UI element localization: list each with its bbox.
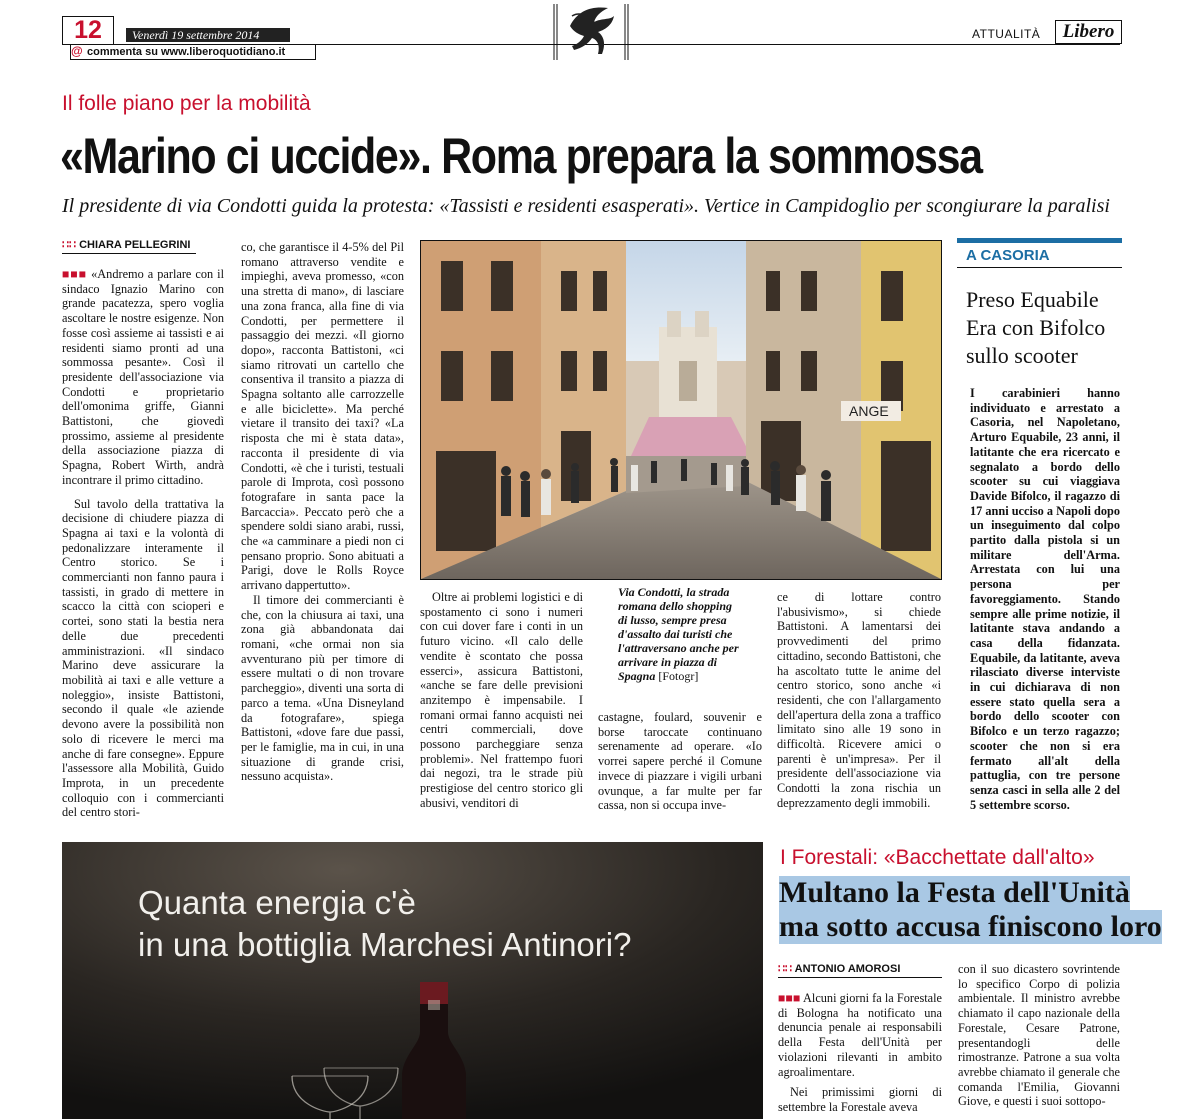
photo-sign: ANGE — [849, 403, 889, 419]
article-column-1 — [62, 267, 224, 820]
article2-title: Multano la Festa dell'Unità ma sotto accusa finiscono loro — [779, 876, 1162, 943]
page-number: 12 — [62, 16, 114, 45]
article-photo — [420, 240, 942, 580]
article-column-2 — [241, 240, 404, 784]
article-column-5 — [777, 590, 941, 811]
comment-link[interactable]: commenta su www.liberoquotidiano.it — [70, 44, 316, 60]
sidebar-body: I carabinieri hanno individuato e arrestato a Casoria, nel Napoletano, Arturo Equabile, 23 anni, il latitante che era ricercato e segnalato a bordo dello scooter su cui viaggiava Davide Bifolco, il ragazzo di 17 anni ucciso a Napoli dopo un inseguimento dal colpo partito dalla pistola si un militare dell'Arma. Arrestata con lui una persona per favoreggiamento. Stando sempre alle prime notizie, il latitante stava andando a casa della fidanzata. Equabile, da latitante, aveva rilasciato diverse interviste in cui dichiarava di non essere stato quella sera a bordo dello scooter con Bifolco e un terzo ragazzo; scooter che non si era fermato all'alt della pattuglia, con tre persone senza casci in sella alle 2 del 5 settembre scorso. — [970, 386, 1120, 812]
sidebar-top-bar — [957, 238, 1122, 243]
paragraph: con il suo dicastero sovrintende lo specifico Corpo di polizia ambientale. Il ministro avrebbe chiamato il capo nazionale della Forestale, Cesare Patrone, presentandogli delle rimostranze. Patrone a sua volta avrebbe chiamato il generale che comanda l'Emilia, Giovanni Giove, e questi i suoi sottopo- — [958, 962, 1120, 1109]
paragraph: Sul tavolo della trattativa la decisione di chiudere piazza di Spagna ai taxi e la volontà di pedonalizzare interamente il Centro storico. Se i commercianti non fanno paura i tassisti, in grado di mettere in scacco la città con scioperi e cortei, sono stati la bestia nera delle due precedenti amministrazioni. «Il sindaco Marino deve assicurare la mobilità ai taxi e alle vetture a noleggio», insiste Battistoni, secondo il quale «le aziende devono avere la possibilità non solo di ricevere le merci ma anche di fare consegne». Eppure l'assessore alla Mobilità, Guido Improta, in un precedente colloquio con i commercianti del centro stori- — [62, 496, 224, 820]
article2-byline — [778, 962, 942, 978]
ad-headline: Quanta energia c'è in una bottiglia Marchesi Antinori? — [138, 884, 632, 963]
paragraph: ce di lottare contro l'abusivismo», si chiede Battistoni. A lamentarsi dei provvedimenti del primo cittadino, secondo Battistoni, che ha ascoltato tutte le anime del centro storico, sono anche «i residenti, che con l'allargamento dell'apertura della zona a traffico limitato sino alle 19 sono in difficoltà. Ricevere amici o parenti è un'impresa». Per il presidente dell'associazione via Condotti la zona rischia un deprezzamento degli immobili. — [777, 590, 941, 810]
author-name: ANTONIO AMOROSI — [794, 963, 901, 975]
article-kicker: Il folle piano per la mobilità — [62, 92, 311, 115]
photo-caption: Via Condotti, la strada romana dello shopping di lusso, sempre presa d'assalto dai turisti che l'attraversano anche per arrivare in piazza di Spagna [Fotogr] — [618, 585, 739, 683]
article-column-3 — [420, 590, 583, 811]
paragraph: Oltre ai problemi logistici e di spostamento ci sono i numeri con cui dover fare i conti in un futuro vicino. «Il calo delle vendite è scontato che possa esserci», assicura Battistoni, «anche se fare delle previsioni anzitempo è impensabile. I romani ormai fanno acquisti nei centri commerciali, dove possono parcheggiare senza problemi». Nel frattempo fuori dai negozi, tra le strade più prestigiose del centro storico gli abusivi, venditori di — [420, 590, 583, 810]
article2-kicker: I Forestali: «Bacchettate dall'alto» — [780, 846, 1095, 869]
at-icon: @ — [71, 44, 83, 58]
author-name: CHIARA PELLEGRINI — [79, 239, 191, 251]
paragraph: Nei primissimi giorni di settembre la Forestale aveva — [778, 1085, 942, 1114]
sidebar-title: Preso Equabile Era con Bifolco sullo scooter — [966, 287, 1106, 368]
paragraph: castagne, foulard, souvenir e borse taroccate continuano serenamente ad operare. «Io vorrei sapere perché il Comune invece di piazzare i vigili urbani ovunque, a far multe per far cassa, non si occupa inve- — [598, 710, 762, 813]
byline-marker: ∷∷ — [62, 239, 76, 251]
pegasus-logo-icon — [548, 2, 634, 62]
byline-marker: ∷∷ — [778, 963, 792, 975]
paragraph: co, che garantisce il 4-5% del Pil romano attraverso vendite e impieghi, aveva promesso, «con una stretta di mano», di lasciare una zona franca, alla fine di via Condotti, per permettere il passaggio dei mezzi. «Il giorno dopo», racconta Battistoni, «ci siamo ritrovati un cartello che consentiva il transito a piazza di Spagna soltanto alle carrozzelle e alle biciclette». Ma perché vietare il transito dei taxi? «La risposta che mi è stata data», racconta il presidente di via Condotti, «è che i turisti, testuali parole di Improta, così possono fotografare in santa pace la Barcaccia». Peccato però che a spendere soldi siano arabi, russi, che «a camminare a piedi non ci pensano proprio. Sono abituati a Parigi, dove le Rolls Royce arrivano dappertutto». — [241, 240, 404, 593]
article-title: «Marino ci uccide». Roma prepara la sommossa — [60, 128, 982, 184]
article2-column-2 — [958, 962, 1120, 1109]
paragraph: Il timore dei commercianti è che, con la chiusura ai taxi, una zona già abbandonata dai romani, «che ormai non sia avventurano più per timore di essere multati o di non trovare parcheggio», diventi una sorta di parco a tema. «Una Disneyland da fotografare», spiega Battistoni, «dove fare due passi, per le famiglie, ma in cui, in una situazione di grande crisi, nessuno acquista». — [241, 592, 404, 784]
article-column-4 — [598, 710, 762, 813]
antinori-advertisement[interactable] — [62, 842, 763, 1119]
sidebar-rule — [957, 267, 1122, 268]
lead-marker: ■■■ — [62, 267, 88, 281]
issue-date: Venerdì 19 settembre 2014 — [126, 28, 290, 42]
via-condotti-photo — [421, 241, 941, 579]
paragraph: ■■■ «Andremo a parlare con il sindaco Ignazio Marino con grande pacatezza, spero voglia ascoltare le nostre esigenze. Non fosse così assieme ai tassisti e ai residenti siamo pronti ad una sommossa pesante». Così il presidente dell'associazione via Condotti e proprietario dell'omonima griffe, Gianni Battistoni, che giovedì prossimo, assieme al presidente della associazione piazza di Spagna, Robert Wirth, andrà incontrare il primo cittadino. — [62, 267, 224, 487]
sidebar-label: A CASORIA — [966, 247, 1050, 264]
section-label: ATTUALITÀ — [972, 27, 1041, 41]
paragraph: ■■■ Alcuni giorni fa la Forestale di Bologna ha notificato una denuncia penale ai responsabili della Festa dell'Unità per violazioni rilevanti in ambito agroalimentare. — [778, 991, 942, 1079]
article-byline — [62, 238, 196, 254]
article-subtitle: Il presidente di via Condotti guida la protesta: «Tassisti e residenti esasperati». Vertice in Campidoglio per scongiurare la paralisi — [62, 195, 1110, 217]
photo-credit: [Fotogr] — [658, 669, 699, 683]
lead-marker: ■■■ — [778, 991, 801, 1005]
article2-column-1 — [778, 991, 942, 1115]
brand-logo: Libero — [1055, 20, 1122, 44]
